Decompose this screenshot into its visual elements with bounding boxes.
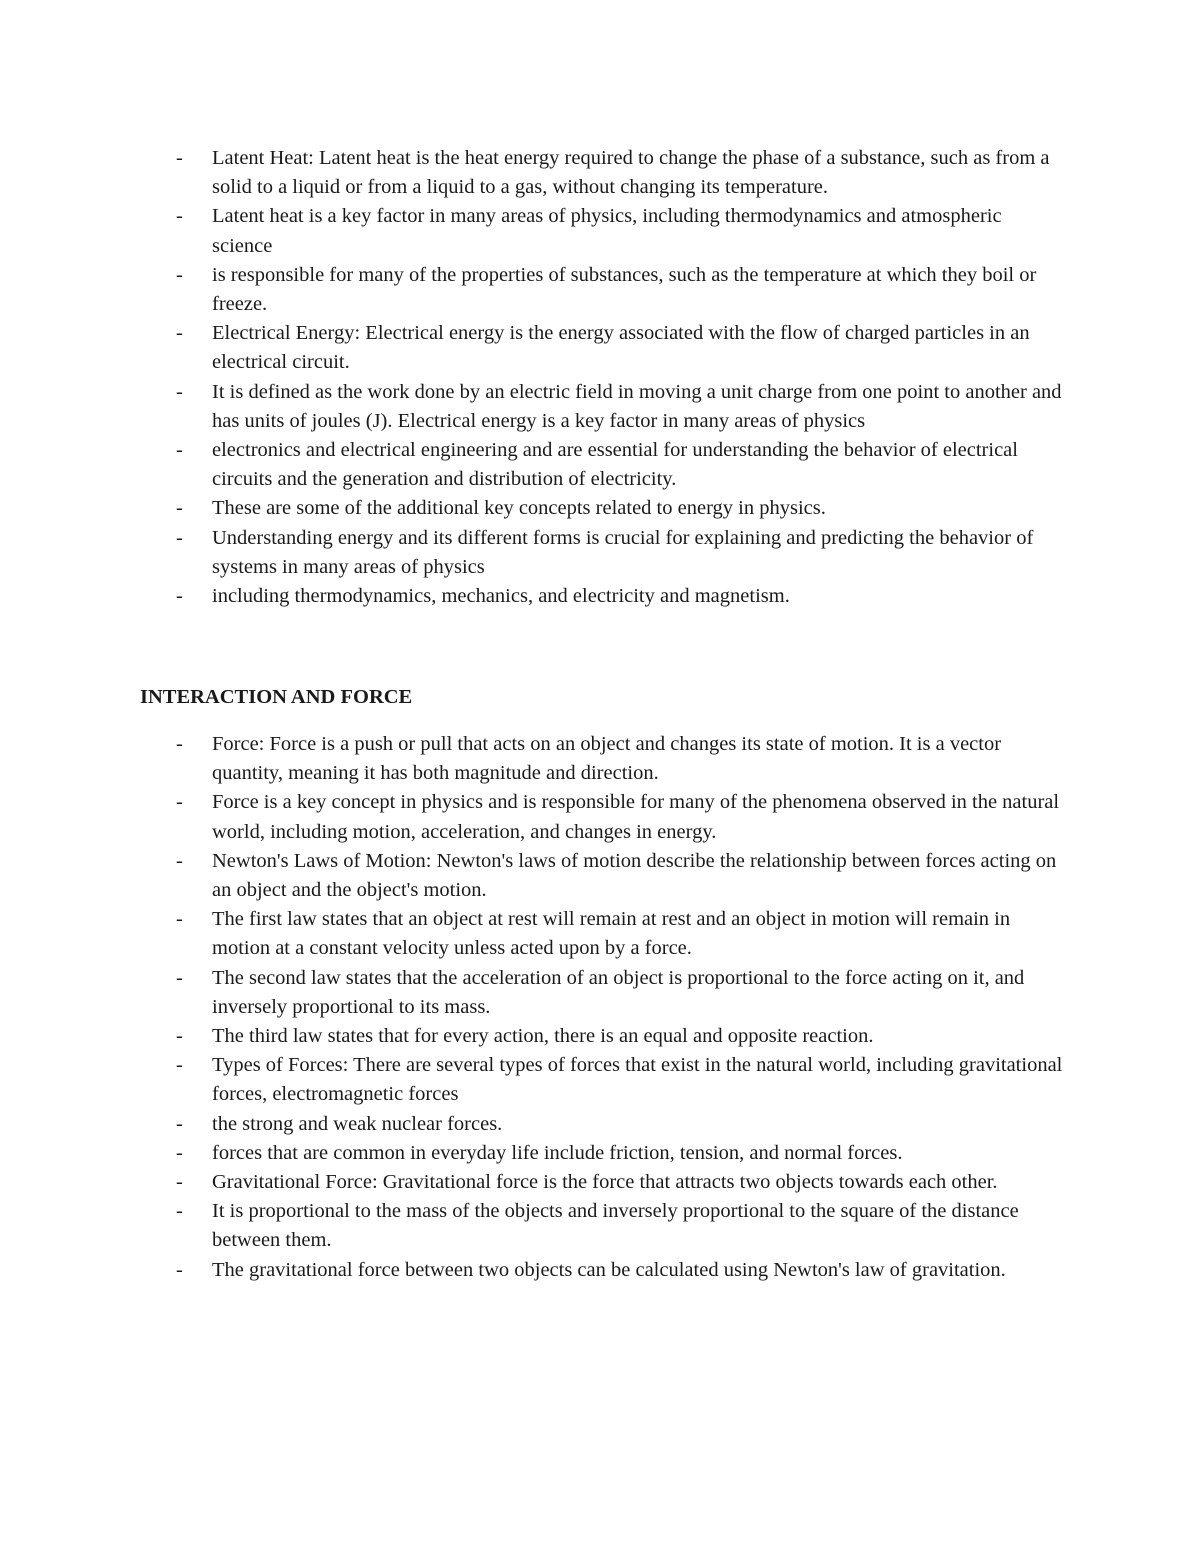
list-item-text: The first law states that an object at rest will remain at rest and an object in motion will remain in motion at a constant velocity unless acted upon by a force. [212,908,1011,960]
bullet-dash: - [176,497,183,520]
list-item [176,524,1066,582]
list-item-text: the strong and weak nuclear forces. [212,1112,503,1135]
bullet-dash: - [176,205,183,228]
list-item [176,1168,1066,1197]
bullet-dash: - [176,1171,183,1194]
list-item [176,1022,1066,1051]
list-item [176,905,1066,963]
list-item [176,202,1066,260]
list-item [176,964,1066,1022]
list-item [176,144,1066,202]
list-item [176,847,1066,905]
bullet-dash: - [176,1025,183,1048]
bullet-dash: - [176,849,183,872]
list-item [176,1051,1066,1109]
list-item [176,436,1066,494]
list-item [176,1110,1066,1139]
list-item-text: Force is a key concept in physics and is responsible for many of the phenomena observed in the natural world, including motion, acceleration, and changes in energy. [212,791,1060,843]
list-item-text: Electrical Energy: Electrical energy is the energy associated with the flow of charged particles in an electrical circuit. [212,322,1030,374]
bullet-dash: - [176,1200,183,1223]
list-item [176,1139,1066,1168]
section-heading: INTERACTION AND FORCE [140,686,413,708]
bullet-dash: - [176,1054,183,1077]
bullet-dash: - [176,908,183,931]
list-item [176,494,1066,523]
list-item-text: Force: Force is a push or pull that acts on an object and changes its state of motion. It is a vector quantity, meaning it has both magnitude and direction. [212,733,1002,785]
bullet-dash: - [176,322,183,345]
bullet-dash: - [176,1258,183,1281]
force-bullet-list [176,730,1066,1285]
list-item-text: forces that are common in everyday life include friction, tension, and normal forces. [212,1141,903,1164]
list-item-text: The gravitational force between two objects can be calculated using Newton's law of gravitation. [212,1258,1006,1281]
bullet-dash: - [176,1141,183,1164]
list-item-text: These are some of the additional key concepts related to energy in physics. [212,497,826,520]
list-item-text: is responsible for many of the properties of substances, such as the temperature at which they boil or freeze. [212,263,1037,316]
energy-bullet-list [176,144,1066,611]
bullet-dash: - [176,966,183,989]
list-item-text: including thermodynamics, mechanics, and electricity and magnetism. [212,585,790,608]
list-item-text: Gravitational Force: Gravitational force is the force that attracts two objects towards each other. [212,1171,998,1194]
list-item-text: The third law states that for every action, there is an equal and opposite reaction. [212,1025,874,1048]
list-item-text: Latent heat is a key factor in many areas of physics, including thermodynamics and atmospheric science [212,205,1002,257]
list-item [176,1197,1066,1255]
bullet-dash: - [176,147,183,169]
bullet-dash: - [176,585,183,608]
list-item-text: The second law states that the acceleration of an object is proportional to the force acting on it, and inversely proportional to its mass. [212,966,1025,1018]
list-item [176,378,1066,436]
bullet-dash: - [176,733,183,755]
list-item [176,1256,1066,1285]
bullet-dash: - [176,439,183,462]
list-item-text: Latent Heat: Latent heat is the heat energy required to change the phase of a substance, such as from a solid to a liquid or from a liquid to a gas, without changing its temperature. [212,147,1050,199]
list-item-text: Types of Forces: There are several types of forces that exist in the natural world, including gravitational forces, electromagnetic forces [212,1054,1063,1106]
list-item [176,788,1066,846]
list-item-text: Newton's Laws of Motion: Newton's laws of motion describe the relationship between forces acting on an object and the object's motion. [212,849,1057,902]
list-item-text: It is proportional to the mass of the objects and inversely proportional to the square of the distance between them. [212,1200,1019,1252]
list-item [176,582,1066,611]
list-item [176,730,1066,788]
list-item-text: electronics and electrical engineering and are essential for understanding the behavior of electrical circuits and the generation and distribution of electricity. [212,439,1018,491]
list-item-text: It is defined as the work done by an electric field in moving a unit charge from one point to another and has units of joules (J). Electrical energy is a key factor in many areas of physics [212,380,1062,432]
bullet-dash: - [176,380,183,403]
bullet-dash: - [176,791,183,814]
bullet-dash: - [176,263,183,286]
list-item-text: Understanding energy and its different forms is crucial for explaining and predicting the behavior of systems in many areas of physics [212,526,1034,578]
list-item [176,261,1066,319]
bullet-dash: - [176,526,183,549]
list-item [176,319,1066,377]
bullet-dash: - [176,1112,183,1135]
